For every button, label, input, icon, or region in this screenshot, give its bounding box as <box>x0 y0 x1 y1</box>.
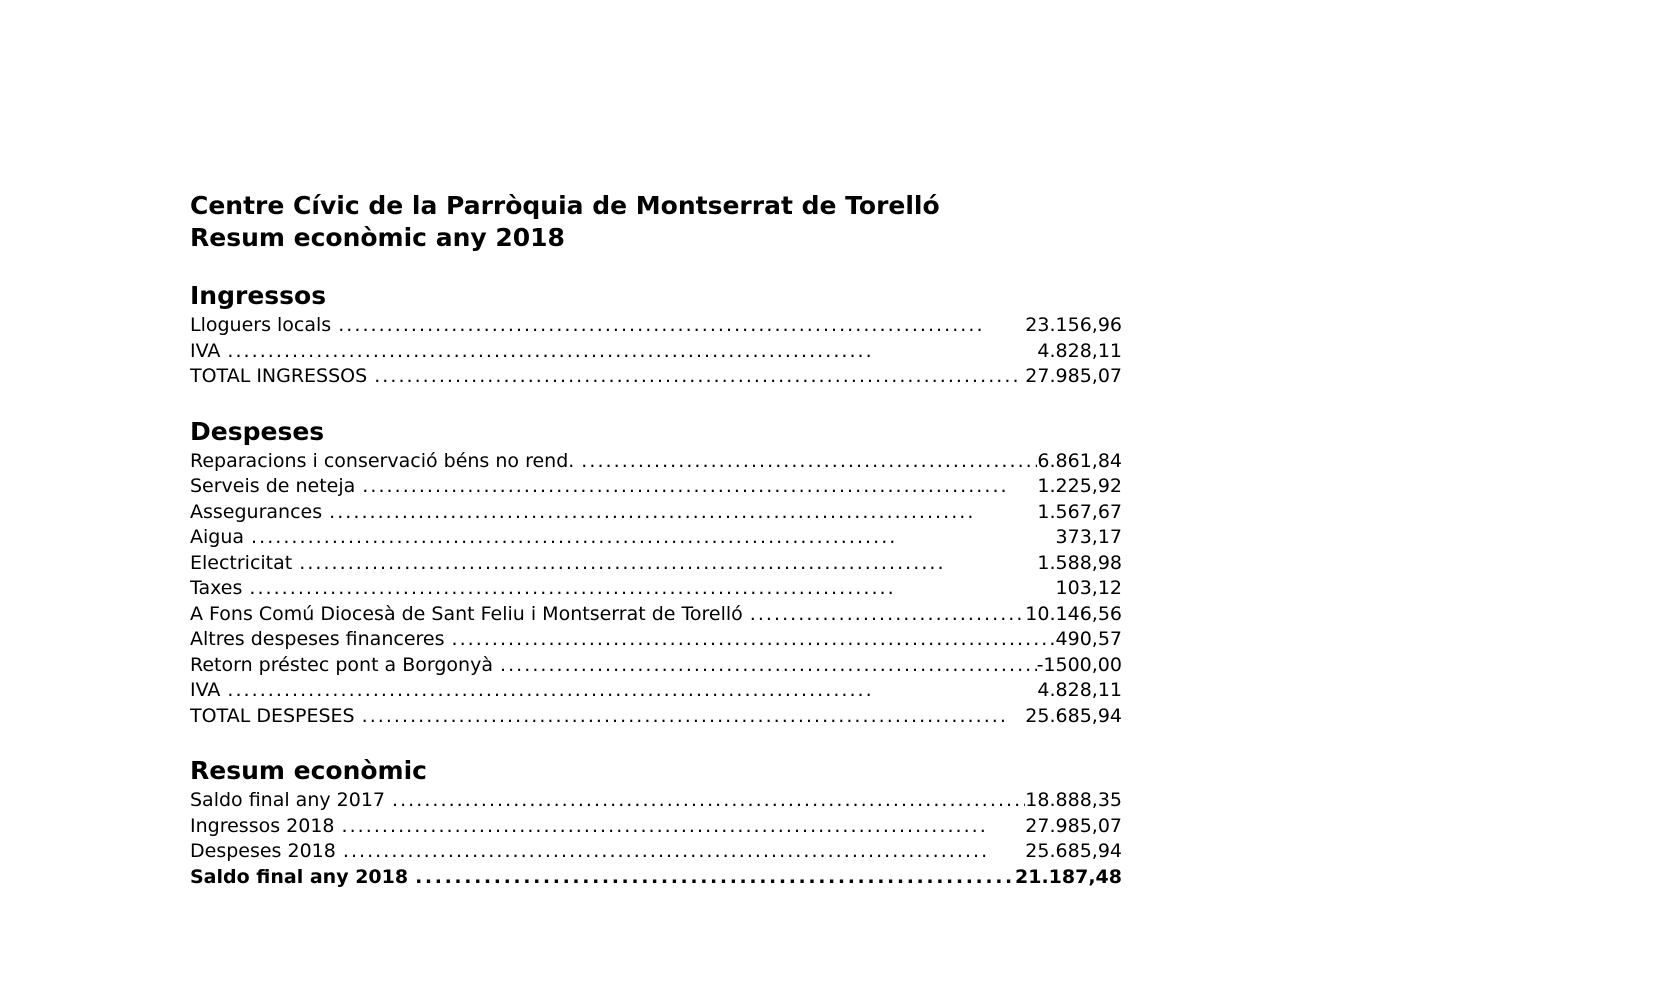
dot-leader <box>331 313 1025 339</box>
row-label: Electricitat <box>190 551 293 574</box>
dot-leader <box>220 339 1037 365</box>
dot-leader <box>355 704 1026 730</box>
ledger-row <box>190 678 1122 704</box>
dot-leader <box>355 474 1037 500</box>
document-title <box>190 190 1122 254</box>
row-value: 1.567,67 <box>1037 500 1122 523</box>
row-value: -1500,00 <box>1036 653 1122 676</box>
row-label: Reparacions i conservació béns no rend. <box>190 449 575 472</box>
row-label: TOTAL DESPESES <box>190 704 355 727</box>
ledger-row <box>190 788 1122 814</box>
dot-leader <box>743 602 1026 628</box>
section-heading-resum: Resum econòmic <box>190 756 427 785</box>
ledger-row <box>190 627 1122 653</box>
row-value: 10.146,56 <box>1025 602 1122 625</box>
ledger-row <box>190 313 1122 339</box>
ledger-row-total <box>190 364 1122 390</box>
dot-leader <box>493 653 1037 679</box>
row-value: 4.828,11 <box>1037 339 1122 362</box>
dot-leader <box>408 865 1015 891</box>
dot-leader <box>335 814 1026 840</box>
ledger-row-total <box>190 704 1122 730</box>
section-ingressos <box>190 281 1122 390</box>
row-label: A Fons Comú Diocesà de Sant Feliu i Montserrat de Torelló <box>190 602 743 625</box>
row-label: Aigua <box>190 526 245 548</box>
ledger-row <box>190 474 1122 500</box>
row-label: Lloguers locals <box>190 314 332 336</box>
row-value: 490,57 <box>1055 628 1122 650</box>
ledger-row <box>190 500 1122 526</box>
row-value: 23.156,96 <box>1025 314 1122 336</box>
row-value: 103,12 <box>1055 577 1122 599</box>
row-value: 4.828,11 <box>1037 679 1122 701</box>
row-value: 25.685,94 <box>1025 840 1122 862</box>
row-label: Serveis de neteja <box>190 475 356 497</box>
row-label: Altres despeses financeres <box>190 628 445 650</box>
row-label: Assegurances <box>190 500 323 523</box>
row-value: 1.588,98 <box>1037 551 1122 574</box>
dot-leader <box>220 678 1037 704</box>
document-page <box>190 190 1122 890</box>
row-label: Saldo final any 2018 <box>190 865 409 888</box>
row-value: 1.225,92 <box>1037 475 1122 497</box>
ledger-row <box>190 339 1122 365</box>
row-label: TOTAL INGRESSOS <box>190 365 368 387</box>
row-value: 21.187,48 <box>1015 865 1122 888</box>
row-value: 27.985,07 <box>1025 814 1122 837</box>
row-label: Retorn préstec pont a Borgonyà <box>190 653 493 676</box>
section-resum-economic <box>190 756 1122 890</box>
ledger-row <box>190 525 1122 551</box>
ledger-row <box>190 839 1122 865</box>
ledger-row <box>190 449 1122 475</box>
ledger-row-final-balance <box>190 865 1122 891</box>
row-label: IVA <box>190 339 221 362</box>
ledger-row <box>190 653 1122 679</box>
ledger-row <box>190 576 1122 602</box>
dot-leader <box>445 627 1056 653</box>
row-label: IVA <box>190 679 221 701</box>
dot-leader <box>574 449 1037 475</box>
dot-leader <box>367 364 1025 390</box>
ledger-row <box>190 602 1122 628</box>
dot-leader <box>336 839 1025 865</box>
section-heading-ingressos: Ingressos <box>190 281 327 310</box>
document-title-line2: Resum econòmic any 2018 <box>190 223 565 252</box>
row-label: Saldo final any 2017 <box>190 789 386 811</box>
dot-leader <box>292 551 1037 577</box>
row-label: Despeses 2018 <box>190 840 336 862</box>
document-title-line1: Centre Cívic de la Parròquia de Montserrat de Torelló <box>190 191 940 220</box>
row-value: 18.888,35 <box>1025 789 1122 811</box>
ledger-row <box>190 551 1122 577</box>
dot-leader <box>242 576 1055 602</box>
row-label: Ingressos 2018 <box>190 814 335 837</box>
section-despeses <box>190 417 1122 730</box>
dot-leader <box>385 788 1025 814</box>
row-value: 25.685,94 <box>1025 704 1122 727</box>
dot-leader <box>322 500 1037 526</box>
section-heading-despeses: Despeses <box>190 416 325 446</box>
row-value: 6.861,84 <box>1037 449 1122 472</box>
ledger-row <box>190 814 1122 840</box>
row-label: Taxes <box>190 577 243 599</box>
row-value: 27.985,07 <box>1025 365 1122 387</box>
dot-leader <box>244 525 1055 551</box>
row-value: 373,17 <box>1055 526 1122 548</box>
